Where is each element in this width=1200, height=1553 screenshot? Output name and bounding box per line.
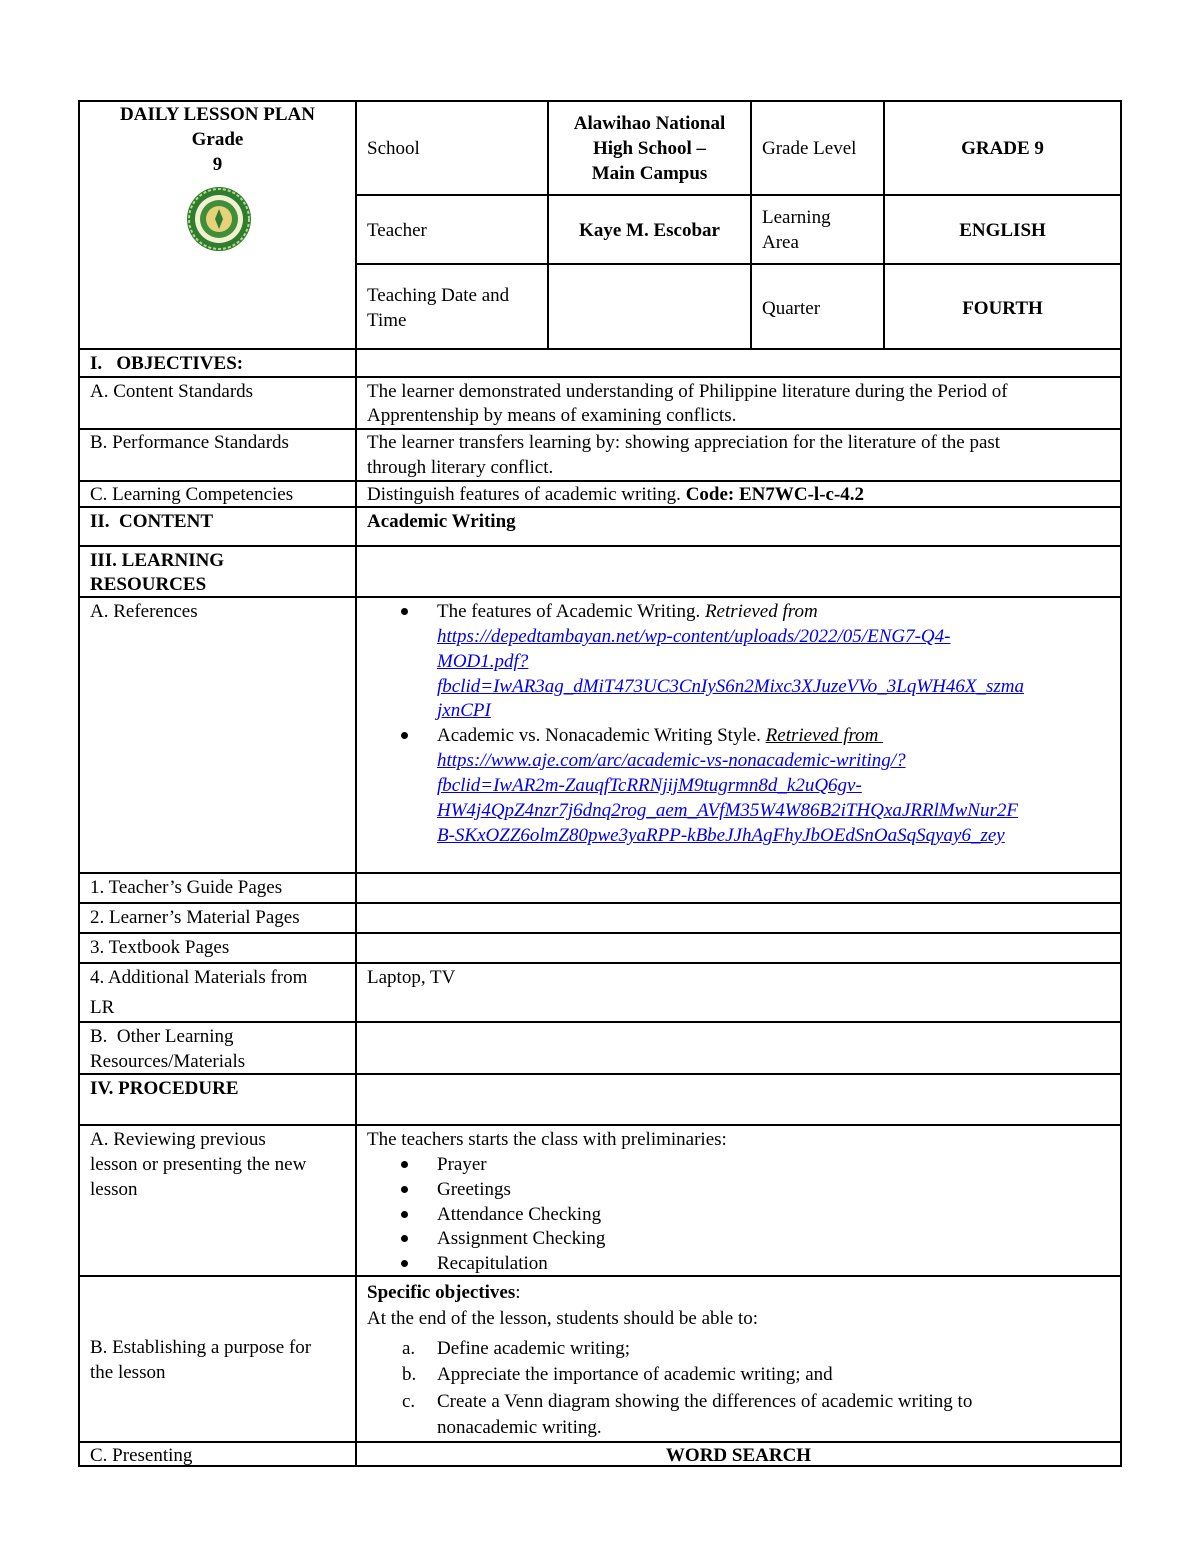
row-divider	[78, 1275, 1122, 1277]
link-line[interactable]: https://www.aje.com/arc/academic-vs-nonacademic-writing/?	[437, 750, 906, 771]
performance-standards-line: through literary conflict.	[367, 457, 554, 478]
row-divider	[78, 376, 1122, 378]
list-marker: c.	[402, 1391, 416, 1412]
list-marker: b.	[402, 1364, 417, 1385]
row-divider	[78, 962, 1122, 964]
school-seal-logo	[185, 185, 253, 253]
other-resources-label-line: Resources/Materials	[90, 1051, 246, 1072]
column-divider	[750, 100, 752, 350]
list-item: Create a Venn diagram showing the differences of academic writing to	[437, 1391, 973, 1412]
school-value-line: High School –	[593, 138, 706, 159]
link-line[interactable]: https://depedtambayan.net/wp-content/uploads/2022/05/ENG7-Q4-	[437, 626, 951, 647]
reference-2-retrieved: Retrieved from	[765, 725, 884, 746]
list-item-continuation: nonacademic writing.	[437, 1417, 602, 1438]
reviewing-intro: The teachers starts the class with preliminaries:	[367, 1129, 727, 1150]
quarter-label: Quarter	[762, 298, 821, 319]
list-item: Appreciate the importance of academic writing; and	[437, 1364, 833, 1385]
content-standards-line: Apprentenship by means of examining conflicts.	[367, 405, 737, 426]
reference-2-link[interactable]	[437, 773, 862, 798]
grade-level-label: Grade Level	[762, 138, 857, 159]
competencies-code: Code: EN7WC-l-c-4.2	[685, 484, 865, 505]
content-standards-label: A. Content Standards	[90, 381, 254, 402]
textbook-pages-label: 3. Textbook Pages	[90, 937, 230, 958]
reference-2-link[interactable]	[437, 748, 906, 773]
reference-2-title-row	[437, 723, 883, 748]
list-item: Prayer	[437, 1154, 487, 1175]
resources-heading-line: III. LEARNING	[90, 550, 225, 571]
row-divider	[78, 872, 1122, 874]
teacher-value: Kaye M. Escobar	[579, 220, 720, 241]
specific-objectives-row	[367, 1280, 521, 1305]
learning-area-label-line: Area	[762, 232, 799, 253]
grade-level-value: GRADE 9	[961, 138, 1044, 159]
table-border-right	[1120, 100, 1122, 1466]
row-divider	[78, 902, 1122, 904]
reference-1-title-row	[437, 599, 818, 624]
reviewing-label-line: A. Reviewing previous	[90, 1129, 266, 1150]
content-standards-line: The learner demonstrated understanding of Philippine literature during the Period of	[367, 381, 1008, 402]
competencies-text: Distinguish features of academic writing.	[367, 484, 686, 505]
resources-heading-line: RESOURCES	[90, 574, 207, 595]
row-divider	[78, 348, 1122, 350]
row-divider	[355, 194, 1122, 196]
objectives-heading: I. OBJECTIVES:	[90, 353, 244, 374]
row-divider	[78, 1124, 1122, 1126]
list-item: Assignment Checking	[437, 1228, 606, 1249]
reference-1-retrieved: Retrieved from	[704, 601, 818, 622]
learning-area-label-line: Learning	[762, 207, 831, 228]
row-divider	[78, 1021, 1122, 1023]
reference-1-link[interactable]	[437, 649, 528, 674]
reference-2-link[interactable]	[437, 823, 1005, 848]
table-border-left	[78, 100, 80, 1466]
performance-standards-line: The learner transfers learning by: showing appreciation for the literature of the past	[367, 432, 1001, 453]
column-divider	[355, 100, 357, 1466]
date-label-line: Time	[367, 310, 407, 331]
date-label-line: Teaching Date and	[367, 285, 510, 306]
bullet-icon	[401, 1235, 408, 1242]
teachers-guide-label: 1. Teacher’s Guide Pages	[90, 877, 283, 898]
bullet-icon	[401, 608, 408, 615]
additional-materials-label-line: LR	[90, 997, 115, 1018]
link-line[interactable]: MOD1.pdf?	[437, 651, 529, 672]
learning-area-value: ENGLISH	[959, 220, 1046, 241]
other-resources-label-line: B. Other Learning	[90, 1026, 234, 1047]
quarter-value: FOURTH	[962, 298, 1043, 319]
reference-1-link[interactable]	[437, 624, 950, 649]
specific-objectives-heading: Specific objectives	[367, 1282, 516, 1303]
reference-1-link[interactable]	[437, 698, 491, 723]
link-line[interactable]: jxnCPI	[437, 700, 491, 721]
link-line[interactable]: fbclid=IwAR2m-ZauqfTcRRNjijM9tugrmn8d_k2uQ6gv-	[437, 775, 862, 796]
link-line[interactable]: B-SKxOZZ6olmZ80pwe3yaRPP-kBbeJJhAgFhyJbOEdSnOaSqSqyay6_zey	[437, 825, 1005, 846]
competencies-text-row	[367, 482, 864, 507]
row-divider	[78, 596, 1122, 598]
additional-materials-value: Laptop, TV	[367, 967, 456, 988]
row-divider	[78, 545, 1122, 547]
competencies-label: C. Learning Competencies	[90, 484, 294, 505]
school-label: School	[367, 138, 420, 159]
list-marker: a.	[402, 1338, 416, 1359]
content-heading: II. CONTENT	[90, 511, 213, 532]
list-item: Greetings	[437, 1179, 511, 1200]
grade-label: Grade	[191, 129, 244, 150]
purpose-label-line: B. Establishing a purpose for	[90, 1337, 312, 1358]
list-item: Recapitulation	[437, 1253, 548, 1274]
specific-objectives-colon: :	[515, 1282, 521, 1303]
row-divider	[78, 932, 1122, 934]
purpose-label-line: the lesson	[90, 1362, 166, 1383]
presenting-value: WORD SEARCH	[665, 1445, 812, 1466]
reference-2-link[interactable]	[437, 798, 1018, 823]
bullet-icon	[401, 1211, 408, 1218]
presenting-label: C. Presenting	[90, 1445, 193, 1466]
bullet-icon	[401, 1260, 408, 1267]
school-value-line: Main Campus	[591, 163, 708, 184]
reviewing-label-line: lesson or presenting the new	[90, 1154, 307, 1175]
list-item: Define academic writing;	[437, 1338, 631, 1359]
procedure-heading: IV. PROCEDURE	[90, 1078, 239, 1099]
reviewing-label-line: lesson	[90, 1179, 138, 1200]
row-divider	[355, 263, 1122, 265]
references-label: A. References	[90, 601, 198, 622]
link-line[interactable]: fbclid=IwAR3ag_dMiT473UC3CnIyS6n2Mixc3XJuzeVVo_3LqWH46X_szma	[437, 676, 1024, 697]
teacher-label: Teacher	[367, 220, 427, 241]
purpose-intro: At the end of the lesson, students should be able to:	[367, 1308, 759, 1329]
performance-standards-label: B. Performance Standards	[90, 432, 289, 453]
school-value-line: Alawihao National	[573, 113, 726, 134]
learners-material-label: 2. Learner’s Material Pages	[90, 907, 300, 928]
grade-number: 9	[212, 154, 223, 175]
bullet-icon	[401, 732, 408, 739]
bullet-icon	[401, 1161, 408, 1168]
additional-materials-label-line: 4. Additional Materials from	[90, 967, 308, 988]
reference-1-title: The features of Academic Writing.	[437, 601, 705, 622]
bullet-icon	[401, 1186, 408, 1193]
link-line[interactable]: HW4j4QpZ4nzr7j6dnq2rog_aem_AVfM35W4W86B2iTHQxaJRRlMwNur2F	[437, 800, 1018, 821]
content-value: Academic Writing	[367, 511, 516, 532]
reference-1-link[interactable]	[437, 674, 1024, 699]
reference-2-title: Academic vs. Nonacademic Writing Style.	[437, 725, 766, 746]
plan-title: DAILY LESSON PLAN	[120, 104, 315, 125]
list-item: Attendance Checking	[437, 1204, 602, 1225]
